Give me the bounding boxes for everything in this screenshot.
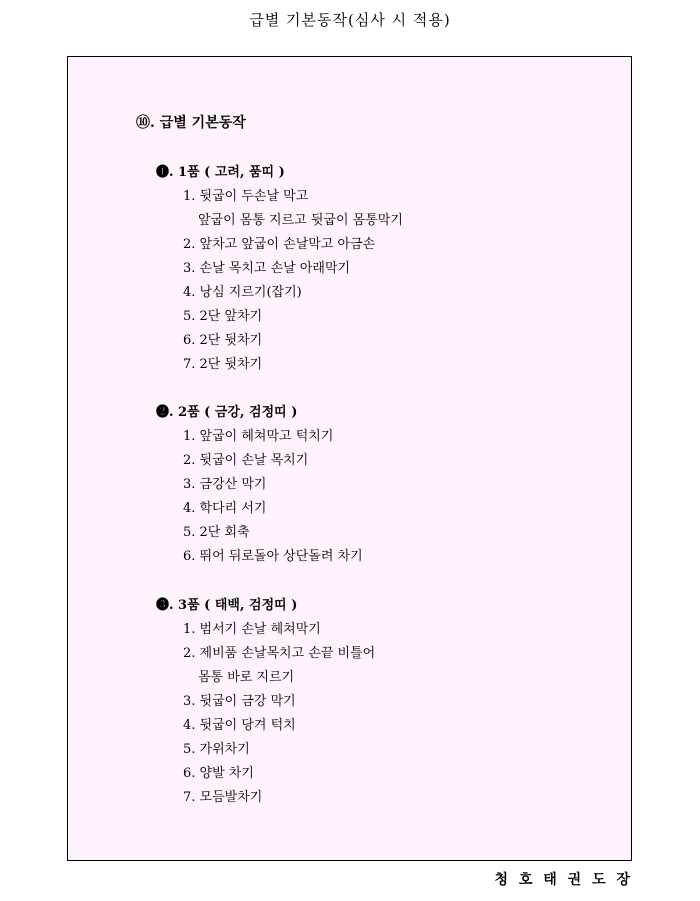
list-item: 3. 금강산 막기 [183, 477, 267, 492]
list-item: 7. 2단 뒷차기 [183, 357, 263, 372]
list-item: 5. 2단 앞차기 [183, 309, 263, 324]
section-2 [156, 401, 363, 569]
section-header: ❷. 2품 ( 금강, 검정띠 ) [156, 405, 298, 420]
list-item: 5. 2단 회축 [183, 525, 250, 540]
list-item: 7. 모듬발차기 [183, 790, 263, 805]
section-heading: ⑩. 급별 기본동작 [136, 115, 246, 131]
list-item: 6. 뛰어 뒤로돌아 상단돌려 차기 [183, 549, 363, 564]
list-item: 6. 2단 뒷차기 [183, 333, 263, 348]
list-item: 5. 가위차기 [183, 742, 250, 757]
section-1 [156, 161, 403, 377]
section-header: ❶. 1품 ( 고려, 품띠 ) [156, 165, 285, 180]
section-3 [156, 594, 375, 810]
list-item: 4. 뒷굽이 당겨 턱치 [183, 718, 296, 733]
list-item: 3. 뒷굽이 금강 막기 [183, 694, 296, 709]
list-item: 2. 제비품 손날목치고 손끝 비틀어 [183, 646, 376, 661]
content-panel [67, 56, 632, 861]
list-item: 4. 낭심 지르기(잡기) [183, 285, 302, 300]
list-item: 1. 범서기 손날 헤쳐막기 [183, 622, 321, 637]
section-header: ❸. 3품 ( 태백, 검정띠 ) [156, 598, 298, 613]
list-item: 3. 손날 목치고 손날 아래막기 [183, 261, 351, 276]
list-item: 6. 양발 차기 [183, 766, 254, 781]
page-title: 급별 기본동작(심사 시 적용) [249, 11, 451, 29]
list-item: 2. 뒷굽이 손날 목치기 [183, 453, 309, 468]
list-item: 1. 뒷굽이 두손날 막고 [183, 189, 309, 204]
list-item-continuation: 몸통 바로 지르기 [198, 670, 295, 685]
footer-signature: 청 호 태 권 도 장 [494, 872, 633, 888]
list-item: 1. 앞굽이 헤쳐막고 턱치기 [183, 429, 334, 444]
list-item: 4. 학다리 서기 [183, 501, 267, 516]
list-item-continuation: 앞굽이 몸통 지르고 뒷굽이 몸통막기 [198, 213, 403, 228]
list-item: 2. 앞차고 앞굽이 손날막고 아금손 [183, 237, 376, 252]
